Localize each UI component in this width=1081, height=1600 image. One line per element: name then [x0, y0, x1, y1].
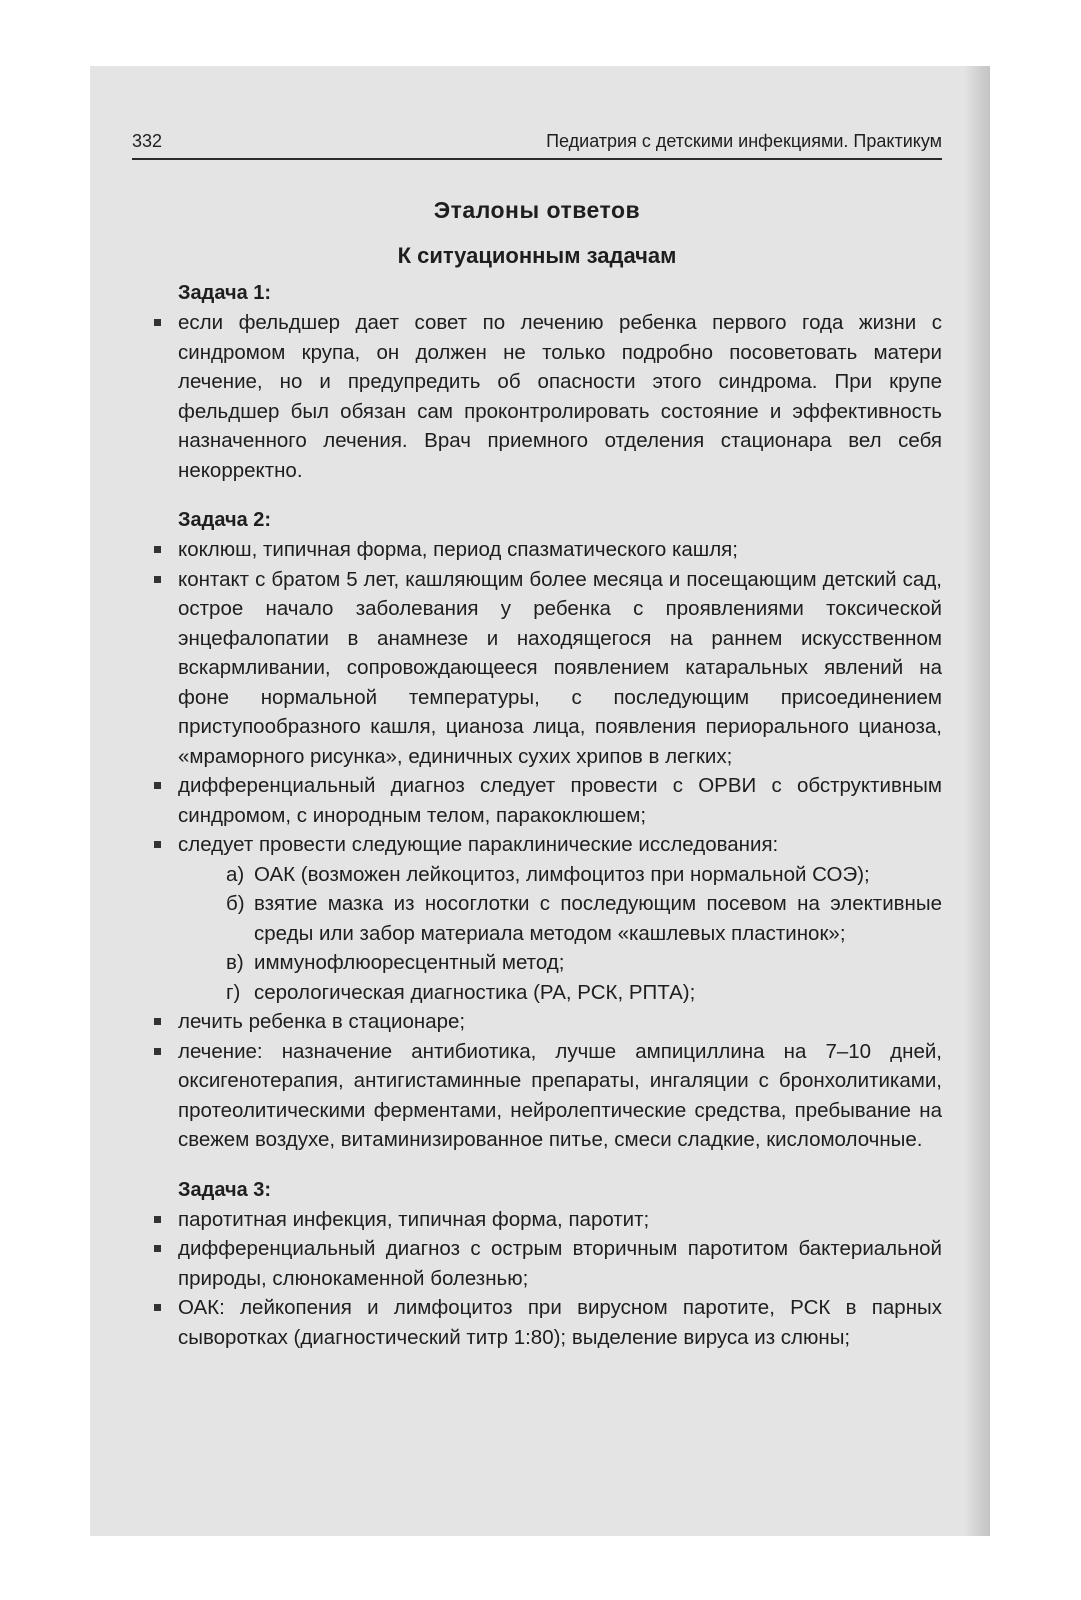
sub-item-letter: г): [226, 980, 241, 1004]
task-title: Задача 1:: [178, 282, 272, 304]
list-item: лечение: назначение антибиотика, лучше ампициллина на 7–10 дней, оксигенотерапия, антигистаминные препараты, ингаляции с бронхолитиками, протеолитическими ферментами, нейролептические средства, пребывание на свежем воздухе, витаминизированное питье, смеси сладкие, кисломолочные.: [132, 1037, 942, 1155]
section-subtitle: К ситуационным задачам: [397, 243, 677, 268]
sub-item-letter: а): [226, 862, 245, 886]
task-2-list: [132, 535, 942, 1155]
bullet-icon: [154, 782, 161, 789]
list-item: дифференциальный диагноз с острым вторичным паротитом бактериальной природы, слюнокаменной болезнью;: [132, 1234, 942, 1293]
sub-list-item: в) иммунофлюоресцентный метод;: [178, 948, 942, 978]
page-content: [132, 194, 942, 1352]
task-title: Задача 3:: [178, 1178, 272, 1201]
bullet-icon: [154, 546, 161, 553]
task-3: [132, 1175, 942, 1353]
sub-item-letter: б): [226, 892, 245, 915]
bullet-icon: [154, 1018, 161, 1025]
bullet-icon: [154, 319, 161, 326]
sub-list-item: а) ОАК (возможен лейкоцитоз, лимфоцитоз при нормальной СОЭ);: [178, 860, 942, 890]
bullet-icon: [154, 841, 161, 848]
running-header: [132, 128, 942, 160]
list-item: дифференциальный диагноз следует провести с ОРВИ с обструктивным синдромом, с инородным телом, паракоклюшем;: [132, 771, 942, 830]
task-1: [132, 278, 942, 485]
sub-list-item: б) взятие мазка из носоглотки с последующим посевом на элективные среды или забор материала методом «кашлевых пластинок»;: [178, 889, 942, 948]
sub-list: [178, 860, 942, 1008]
task-1-list: [132, 308, 942, 485]
bullet-icon: [154, 1304, 161, 1311]
list-item: ОАК: лейкопения и лимфоцитоз при вирусном паротите, РСК в парных сыворотках (диагностический титр 1:80); выделение вируса из слюны;: [132, 1293, 942, 1352]
bullet-icon: [154, 1216, 161, 1223]
book-page: [90, 66, 990, 1536]
list-item: если фельдшер дает совет по лечению ребенка первого года жизни с синдромом крупа, он должен не только подробно посоветовать матери лечение, но и предупредить об опасности этого синдрома. При крупе фельдшер был обязан сам проконтролировать состояние и эффективность назначенного лечения. Врач приемного отделения стационара вел себя некорректно.: [132, 308, 942, 485]
page-number: 332: [132, 131, 163, 151]
list-item: паротитная инфекция, типичная форма, паротит;: [132, 1205, 942, 1235]
task-2: [132, 505, 942, 1155]
section-title: Эталоны ответов: [433, 197, 641, 223]
list-item: контакт с братом 5 лет, кашляющим более месяца и посещающим детский сад, острое начало заболевания у ребенка с проявлениями токсической энцефалопатии в анамнезе и находящегося на раннем искусственном вскармливании, сопровождающееся появлением катаральных явлений на фоне нормальной температуры, с последующим присоединением приступообразного кашля, цианоза лица, появления периорального цианоза, «мраморного рисунка», единичных сухих хрипов в легких;: [132, 565, 942, 772]
bullet-icon: [154, 1245, 161, 1252]
sub-item-letter: в): [226, 951, 244, 974]
running-title: Педиатрия с детскими инфекциями. Практикум: [546, 131, 942, 151]
sub-list-item: г) серологическая диагностика (РА, РСК, РПТА);: [178, 978, 942, 1008]
task-title: Задача 2:: [178, 509, 272, 531]
list-item: коклюш, типичная форма, период спазматического кашля;: [132, 535, 942, 565]
bullet-icon: [154, 576, 161, 583]
list-item: следует провести следующие параклинические исследования: а) ОАК (возможен лейкоцитоз, лимфоцитоз при нормальной СОЭ); б) взятие мазка из носоглотки с последующим посевом на элективные среды или забор материала методом «кашлевых пластинок»; в) иммунофлюоресцентный метод; г) серологическая диагностика (РА, РСК, РПТА);: [132, 830, 942, 1007]
bullet-icon: [154, 1048, 161, 1055]
list-item: лечить ребенка в стационаре;: [132, 1007, 942, 1037]
task-3-list: [132, 1205, 942, 1353]
page-edge-shadow: [964, 66, 990, 1536]
